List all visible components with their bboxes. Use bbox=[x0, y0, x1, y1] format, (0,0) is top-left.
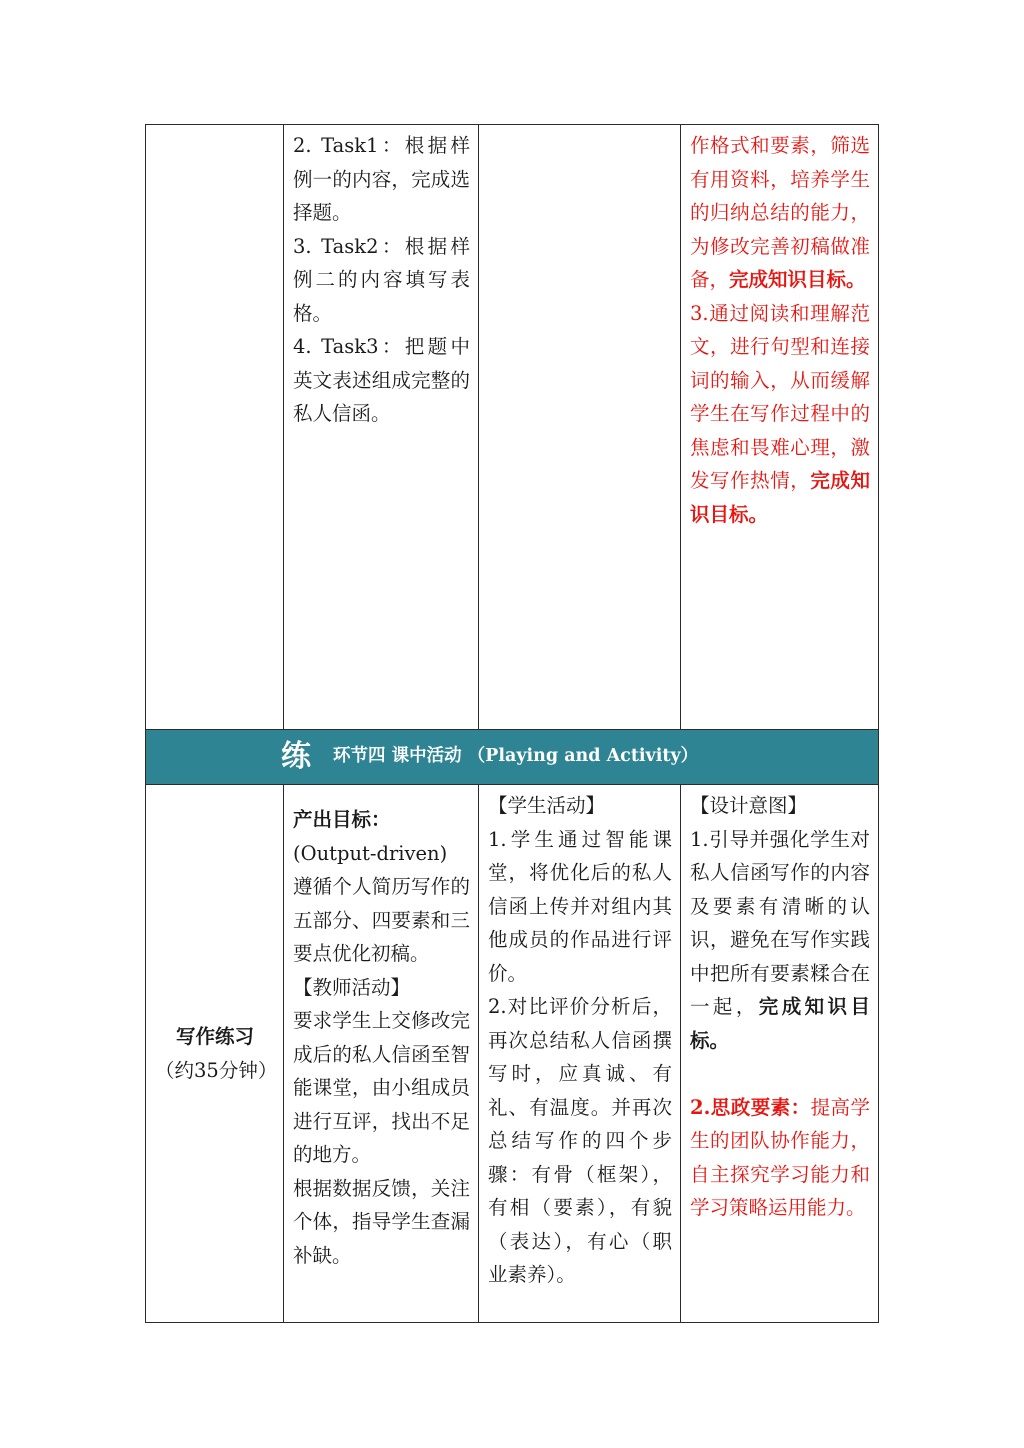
teacher-activity-title: 【教师活动】 bbox=[293, 975, 411, 999]
section-time: （约35分钟） bbox=[155, 1058, 278, 1082]
teacher-activity-cell bbox=[284, 785, 479, 1323]
design-intent-text-b bbox=[690, 297, 870, 532]
teacher-activity-text-2: 根据数据反馈，关注个体，指导学生查漏补缺。 bbox=[293, 1176, 470, 1267]
design-intent-item-2-bold: 2.思政要素： bbox=[690, 1095, 811, 1119]
goal-text: 遵循个人简历写作的五部分、四要素和三要点优化初稿。 bbox=[293, 875, 470, 965]
section-cell-empty bbox=[146, 125, 284, 730]
student-activity-item-2: 2.对比评价分析后，再次总结私人信函撰写时，应真诚、有礼、有温度。并再次总结写作的四个步骤：有骨（框架），有相（要素），有貌（表达），有心（职业素养）。 bbox=[488, 995, 672, 1286]
design-intent-item-1-body: 1.引导并强化学生对私人信函写作的内容及要素有清晰的认识，避免在写作实践中把所有要素糅合在一起， bbox=[690, 827, 870, 1018]
design-intent-item-1 bbox=[690, 823, 870, 1058]
design-intent-b-body: 3.通过阅读和理解范文，进行句型和连接词的输入，从而缓解学生在写作过程中的焦虑和畏难心理，激发写作热情， bbox=[690, 301, 870, 492]
section-name-cell bbox=[146, 785, 284, 1323]
design-intent-cell bbox=[681, 125, 879, 730]
stage-header-cell bbox=[146, 730, 879, 785]
stage-title: 环节四 课中活动 （Playing and Activity） bbox=[333, 746, 699, 767]
table-row bbox=[146, 125, 879, 730]
student-activity-title: 【学生活动】 bbox=[488, 794, 606, 817]
student-activity-cell bbox=[479, 785, 681, 1323]
design-intent-a-body: 作格式和要素，筛选有用资料，培养学生的归纳总结的能力，为修改完善初稿做准备， bbox=[690, 134, 870, 291]
section-name: 写作练习 bbox=[175, 1025, 254, 1048]
stage-header-band bbox=[146, 730, 879, 785]
design-intent-a-bold: 完成知识目标。 bbox=[729, 268, 866, 291]
table-row bbox=[146, 785, 879, 1323]
design-intent-cell bbox=[681, 785, 879, 1323]
design-intent-title: 【设计意图】 bbox=[690, 794, 808, 817]
design-intent-item-2 bbox=[690, 1091, 870, 1225]
task1-text: 2. Task1：根据样例一的内容，完成选择题。 bbox=[293, 134, 470, 224]
lesson-plan-table bbox=[145, 124, 879, 1323]
student-activity-cell-empty bbox=[479, 125, 681, 730]
design-intent-item-1-bold: 完成知识目标。 bbox=[690, 995, 870, 1052]
stage-character: 练 bbox=[281, 739, 311, 775]
design-intent-item-2-body: 提高学生的团队协作能力，自主探究学习能力和学习策略运用能力。 bbox=[690, 1095, 870, 1219]
goal-title: 产出目标： bbox=[293, 808, 391, 831]
design-intent-b-bold: 完成知识目标。 bbox=[690, 469, 870, 526]
student-activity-item-1: 1.学生通过智能课堂，将优化后的私人信函上传并对组内其他成员的作品进行评价。 bbox=[488, 827, 672, 985]
design-intent-text-a bbox=[690, 129, 870, 297]
goal-en: (Output-driven) bbox=[293, 841, 448, 865]
teacher-activity-cell bbox=[284, 125, 479, 730]
task2-text: 3. Task2：根据样例二的内容填写表格。 bbox=[293, 234, 470, 325]
teacher-activity-text: 要求学生上交修改完成后的私人信函至智能课堂，由小组成员进行互评，找出不足的地方。 bbox=[293, 1009, 470, 1166]
task3-text: 4. Task3：把题中英文表述组成完整的私人信函。 bbox=[293, 335, 470, 425]
